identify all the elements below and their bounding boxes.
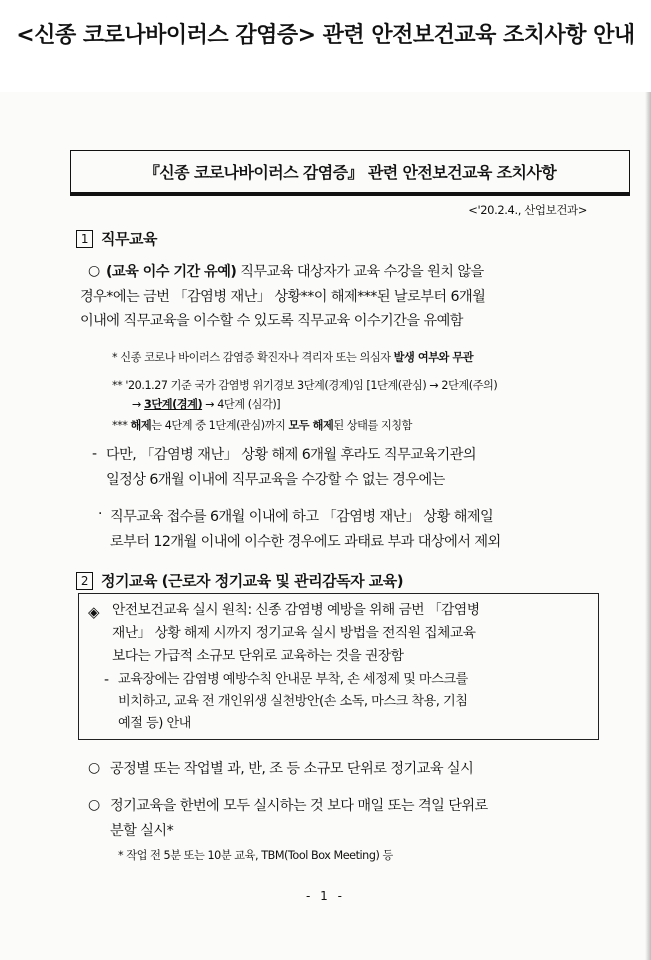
principle-line-2: 재난」 상황 해제 시까지 정기교육 실시 방법을 전직원 집체교육 [112, 625, 476, 641]
education-room-line-1: 교육장에는 감염병 예방수칙 안내문 부착, 손 세정제 및 마스크를 [118, 672, 468, 687]
education-room-line-3: 예절 등) 안내 [118, 716, 191, 731]
note-3-bold-1: 해제 [130, 419, 152, 432]
small-unit-paragraph [110, 757, 473, 782]
circle-bullet-icon-2: ○ [88, 760, 101, 776]
section-1-number: 1 [76, 230, 93, 248]
box-dash-bullet-icon: - [104, 672, 110, 688]
section-1-heading [76, 228, 157, 249]
split-line-1: 정기교육을 한번에 모두 실시하는 것 보다 매일 또는 격일 단위로 [110, 798, 488, 814]
note-2-arrow: → [132, 398, 145, 411]
education-room-line-2: 비치하고, 교육 전 개인위생 실천방안(손 소독, 마스크 착용, 기침 [118, 694, 468, 709]
note-1-bold: 발생 여부와 무관 [393, 351, 474, 364]
paragraph-deferral [80, 260, 486, 334]
paragraph-exception [106, 443, 476, 492]
document-header: 『신종 코로나바이러스 감염증』 관련 안전보건교육 조치사항 [70, 150, 630, 196]
note-3-end: 된 상태를 지칭함 [333, 419, 413, 432]
exemption-line-2: 로부터 12개월 이내에 이수한 경우에도 과태료 부과 대상에서 제외 [110, 533, 501, 550]
circle-bullet-icon: ○ [88, 263, 101, 279]
deferral-lead: (교육 이수 기간 유예) [106, 264, 237, 280]
principle-line-3: 보다는 가급적 소규모 단위로 교육하는 것을 권장함 [112, 648, 404, 664]
deferral-line-3: 이내에 직무교육을 이수할 수 있도록 직무교육 이수기간을 유예함 [80, 313, 463, 329]
circle-bullet-icon-3: ○ [88, 797, 101, 813]
note-1 [112, 348, 473, 367]
section-1-title: 직무교육 [101, 230, 157, 248]
section-2-title: 정기교육 (근로자 정기교육 및 관리감독자 교육) [101, 572, 404, 590]
note-3-text: 는 4단계 중 1단계(관심)까지 [151, 419, 289, 432]
diamond-bullet-icon: ◈ [88, 603, 100, 621]
exemption-line-1: 직무교육 접수를 6개월 이내에 하고 「감염병 재난」 상황 해제일 [110, 509, 494, 525]
dot-bullet-icon: · [98, 506, 103, 522]
note-2 [112, 376, 497, 414]
paragraph-exemption [110, 505, 501, 554]
split-paragraph [110, 794, 488, 843]
page-number: - 1 - [306, 889, 345, 903]
note-2-line-1: ** '20.1.27 기준 국가 감염병 위기경보 3단계(경계)임 [1단계(관심) → 2단계(주의) [112, 379, 498, 392]
note-1-text: * 신종 코로나 바이러스 감염증 확진자나 격리자 또는 의심자 [112, 351, 394, 364]
page-edge-shadow [645, 92, 651, 960]
deferral-line-1: 직무교육 대상자가 교육 수강을 원치 않을 [236, 264, 484, 280]
dash-bullet-icon: - [92, 446, 98, 462]
document-date: <'20.2.4., 산업보건과> [468, 203, 587, 217]
section-2-note: * 작업 전 5분 또는 10분 교육, TBM(Tool Box Meeting) 등 [118, 849, 393, 862]
principle-line-1: 안전보건교육 실시 원칙: 신종 감염병 예방을 위해 금번 「감염병 [112, 602, 480, 618]
small-unit-line: 공정별 또는 작업별 과, 반, 조 등 소규모 단위로 정기교육 실시 [110, 761, 474, 777]
exception-line-1: 다만, 「감염병 재난」 상황 해제 6개월 후라도 직무교육기관의 [106, 447, 477, 463]
note-2-line-2: → 4단계 (심각)] [202, 398, 281, 411]
principle-text [112, 599, 479, 668]
exception-line-2: 일정상 6개월 이내에 직무교육을 수강할 수 없는 경우에는 [106, 471, 445, 488]
split-line-2: 분할 실시* [110, 822, 174, 839]
note-3-mark: *** [112, 419, 131, 432]
education-room-text [118, 669, 468, 735]
note-3 [112, 416, 412, 435]
note-2-bold: 3단계(경계) [144, 398, 203, 411]
page-title: <신종 코로나바이러스 감염증> 관련 안전보건교육 조치사항 안내 [16, 23, 635, 48]
section-2-number: 2 [76, 572, 93, 590]
deferral-line-2: 경우*에는 금번 「감염병 재난」 상황**이 해제***된 날로부터 6개월 [80, 288, 486, 305]
note-3-bold-2: 모두 해제 [288, 419, 334, 432]
section-2-heading [76, 570, 403, 591]
